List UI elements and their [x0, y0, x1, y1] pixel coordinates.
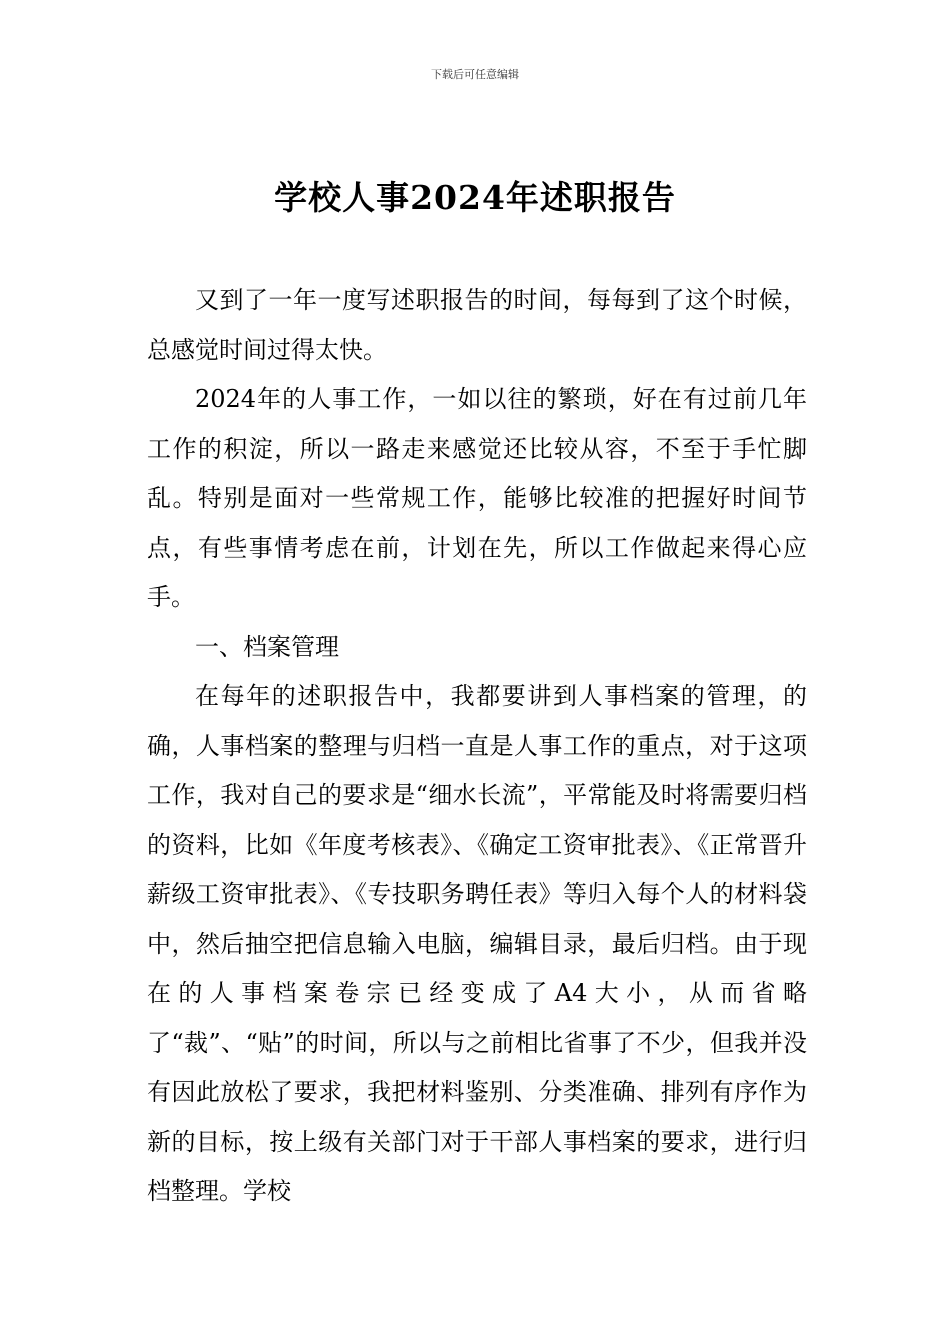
paragraph-overview: 2024年的人事工作，一如以往的繁琐，好在有过前几年工作的积淀，所以一路走来感觉还比较从容，不至于手忙脚乱。特别是面对一些常规工作，能够比较准的把握好时间节点，有些事情考虑在前，计划在先，所以工作做起来得心应手。 — [147, 385, 807, 611]
page-header-note: 下载后可任意编辑 — [431, 68, 519, 81]
document-title: 学校人事2024年述职报告 — [274, 178, 676, 217]
paragraph-archives: 在每年的述职报告中，我都要讲到人事档案的管理，的确，人事档案的整理与归档一直是人事工作的重点，对于这项工作，我对自己的要求是“细水长流”，平常能及时将需要归档的资料，比如《年度考核表》、《确定工资审批表》、《正常晋升薪级工资审批表》、《专技职务聘任表》等归入每个人的材料袋中，然后抽空把信息输入电脑，编辑目录，最后归档。由于现在的人事档案卷宗已经变成了A4大小，从而省略了“裁”、“贴”的时间，所以与之前相比省事了不少，但我并没有因此放松了要求，我把材料鉴别、分类准确、排列有序作为新的目标，按上级有关部门对于干部人事档案的要求，进行归档整理。学校 — [147, 682, 807, 1205]
section-heading-archives: 一、档案管理 — [195, 632, 339, 661]
document-body — [147, 276, 807, 1217]
paragraph-intro: 又到了一年一度写述职报告的时间，每每到了这个时候，总感觉时间过得太快。 — [147, 286, 807, 364]
